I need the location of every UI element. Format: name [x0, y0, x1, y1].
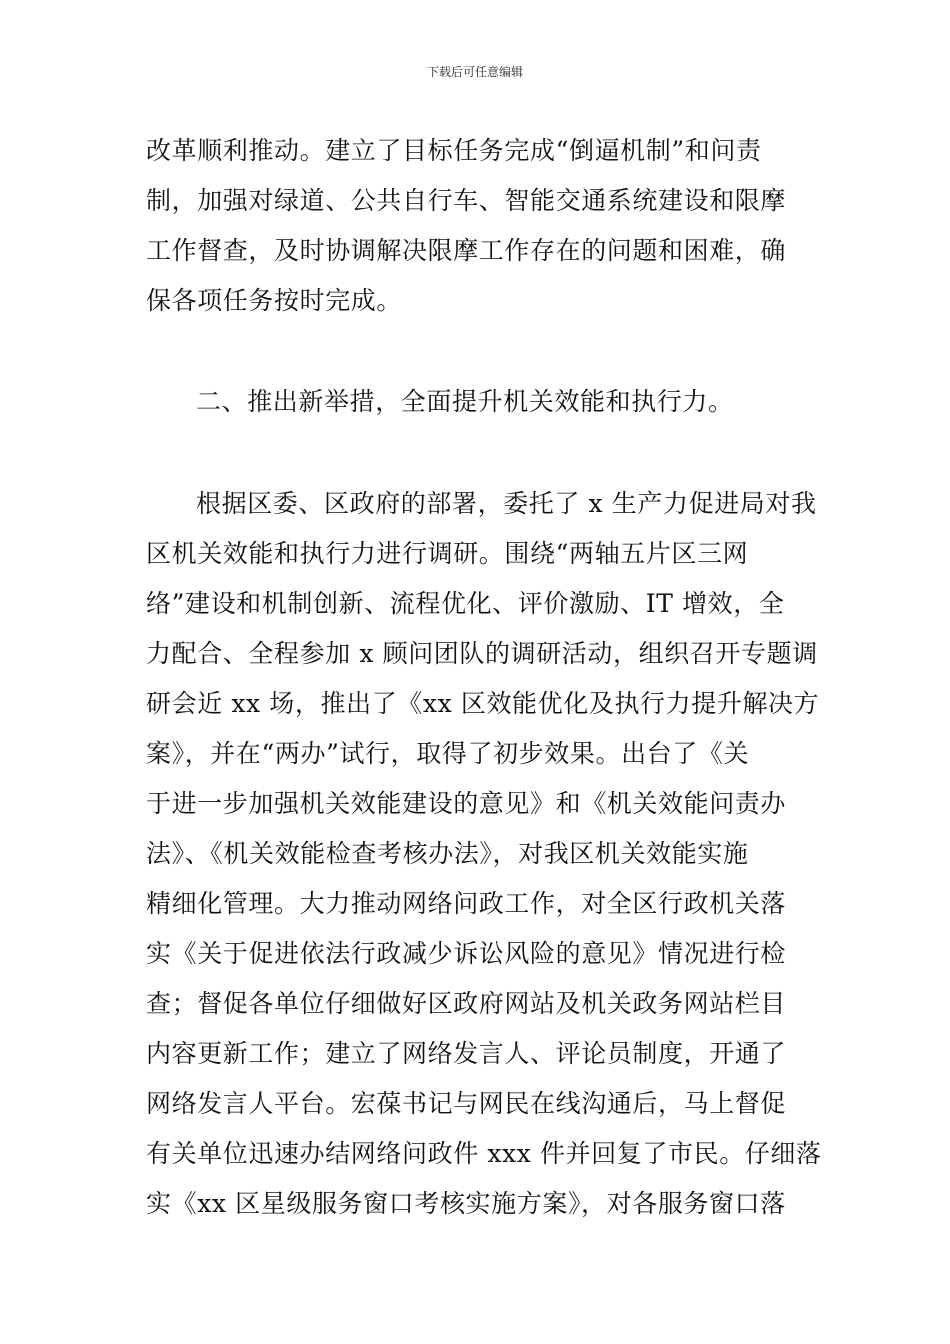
- body-line: 法》、《机关效能检查考核办法》，对我区机关效能实施: [146, 839, 749, 868]
- body-line: 区机关效能和执行力进行调研。围绕“两轴五片区三网: [146, 539, 749, 568]
- body-line: 力配合、全程参加 x 顾问团队的调研活动，组织召开专题调: [146, 639, 818, 668]
- body-line: 网络发言人平台。宏葆书记与网民在线沟通后，马上督促: [146, 1089, 787, 1118]
- body-line: 制，加强对绿道、公共自行车、智能交通系统建设和限摩: [146, 186, 787, 215]
- body-line: 络”建设和机制创新、流程优化、评价激励、IT 增效，全: [146, 589, 785, 618]
- body-line: 研会近 xx 场，推出了《xx 区效能优化及执行力提升解决方: [146, 689, 820, 718]
- section-heading: 二、推出新举措，全面提升机关效能和执行力。: [196, 387, 734, 416]
- body-line: 于进一步加强机关效能建设的意见》和《机关效能问责办: [146, 789, 787, 818]
- body-line: 内容更新工作；建立了网络发言人、评论员制度，开通了: [146, 1039, 787, 1068]
- body-line: 有关单位迅速办结网络问政件 xxx 件并回复了市民。仔细落: [146, 1139, 822, 1168]
- page-header-note: 下载后可任意编辑: [426, 65, 523, 79]
- body-line: 精细化管理。大力推动网络问政工作，对全区行政机关落: [146, 889, 787, 918]
- body-line: 保各项任务按时完成。: [146, 286, 403, 315]
- body-line: 根据区委、区政府的部署，委托了 x 生产力促进局对我: [196, 489, 817, 518]
- body-line: 工作督查，及时协调解决限摩工作存在的问题和困难，确: [146, 236, 787, 265]
- body-line: 案》，并在“两办”试行，取得了初步效果。出台了《关: [146, 739, 750, 768]
- body-line: 查；督促各单位仔细做好区政府网站及机关政务网站栏目: [146, 989, 787, 1018]
- body-line: 实《xx 区星级服务窗口考核实施方案》，对各服务窗口落: [146, 1189, 786, 1218]
- body-line: 改革顺利推动。建立了目标任务完成“倒逼机制”和问责: [146, 136, 762, 165]
- body-line: 实《关于促进依法行政减少诉讼风险的意见》情况进行检: [146, 939, 787, 968]
